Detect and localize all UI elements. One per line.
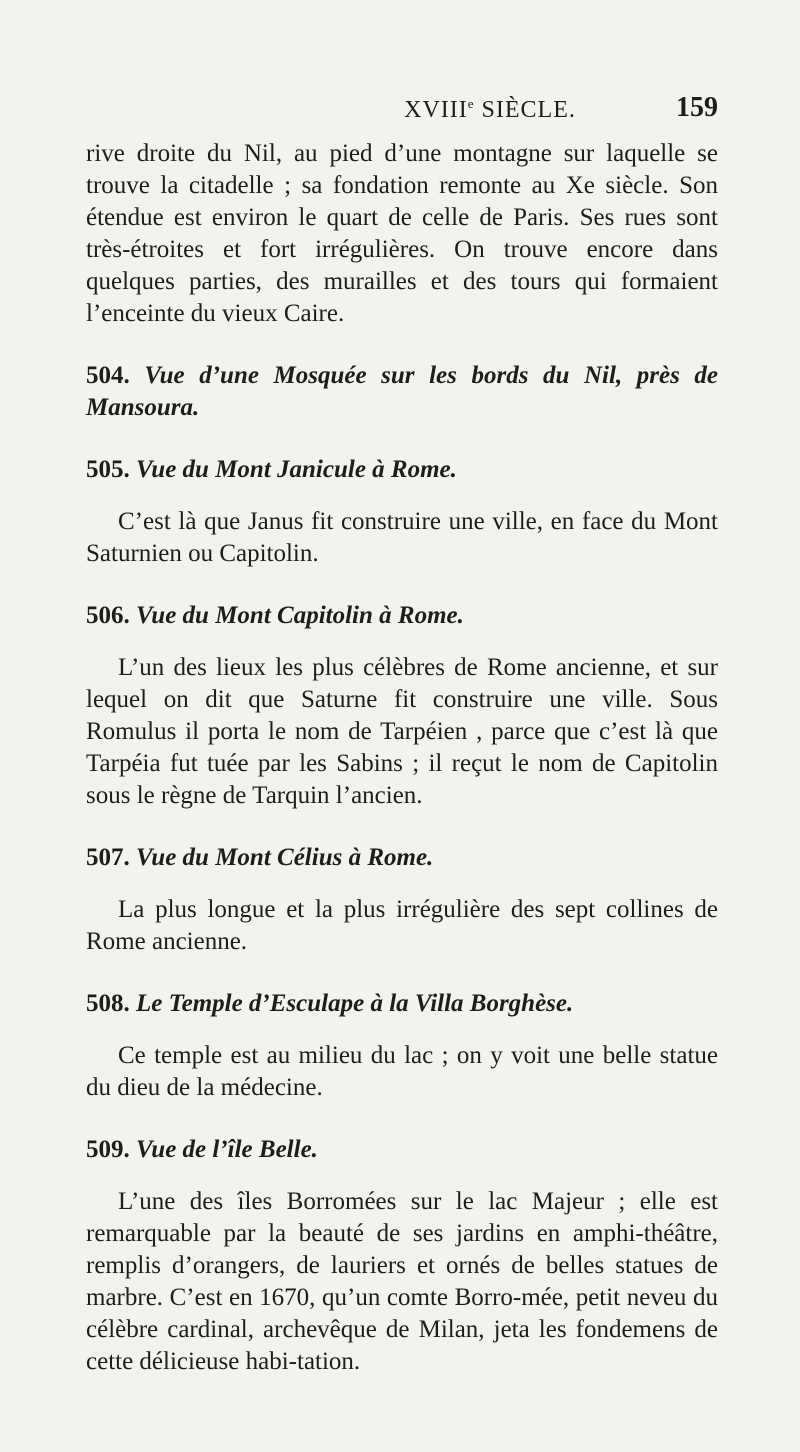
entry-description: La plus longue et la plus irrégulière des sept collines de Rome ancienne. <box>86 896 718 955</box>
entry-description: L’une des îles Borromées sur le lac Majeur ; elle est remarquable par la beauté de ses jardins en amphi-théâtre, remplis d’orangers, de lauriers et ornés de belles statues de marbre. C’est en 1670, qu’un comte Borro-mée, petit neveu du célèbre cardinal, archevêque de Milan, jeta les fondemens de cette délicieuse habi-tation. <box>86 1188 718 1375</box>
entry-description: L’un des lieux les plus célèbres de Rome ancienne, et sur lequel on dit que Saturne fit construire une ville. Sous Romulus il porta le nom de Tarpéien , parce que c’est là que Tarpéia fut tuée par les Sabins ; il reçut le nom de Capitolin sous le règne de Tarquin l’ancien. <box>86 654 718 809</box>
entry-description: Ce temple est au milieu du lac ; on y voit une belle statue du dieu de la médecine. <box>86 1042 718 1101</box>
catalog-entry <box>86 988 718 1104</box>
entry-title-text: Vue du Mont Janicule à Rome. <box>136 456 457 483</box>
entry-title <box>86 842 718 874</box>
entry-title-text: Vue du Mont Célius à Rome. <box>136 844 434 871</box>
entry-title-text: Le Temple d’Esculape à la Villa Borghèse. <box>136 990 574 1017</box>
opening-paragraph: rive droite du Nil, au pied d’une montagne sur laquelle se trouve la citadelle ; sa fondation remonte au Xe siècle. Son étendue est environ le quart de celle de Paris. Ses rues sont très-étroites et fort irrégulières. On trouve encore dans quelques parties, des murailles et des tours qui formaient l’enceinte du vieux Caire. <box>86 140 718 327</box>
catalog-entry <box>86 600 718 812</box>
entry-title-text: Vue du Mont Capitolin à Rome. <box>136 602 464 629</box>
catalog-entry <box>86 1134 718 1378</box>
entry-description: C’est là que Janus fit construire une ville, en face du Mont Saturnien ou Capitolin. <box>86 508 718 567</box>
entry-title <box>86 360 718 424</box>
catalog-entry <box>86 360 718 424</box>
entry-title <box>86 988 718 1020</box>
running-head: XVIIIe SIÈCLE. <box>404 96 576 123</box>
entry-number: 508. <box>86 990 130 1017</box>
entry-number: 504. <box>86 362 130 389</box>
entry-number: 506. <box>86 602 130 629</box>
page-body <box>86 138 718 1378</box>
entry-title-text: Vue de l’île Belle. <box>136 1136 318 1163</box>
entry-title <box>86 454 718 486</box>
page-number: 159 <box>676 92 718 123</box>
page-header <box>86 92 718 136</box>
entry-number: 505. <box>86 456 130 483</box>
catalog-entry <box>86 454 718 570</box>
catalog-entry <box>86 842 718 958</box>
entry-number: 509. <box>86 1136 130 1163</box>
entry-title-text: Vue d’une Mosquée sur les bords du Nil, près de Mansoura. <box>86 362 719 421</box>
entry-title <box>86 1134 718 1166</box>
entry-number: 507. <box>86 844 130 871</box>
entry-title <box>86 600 718 632</box>
